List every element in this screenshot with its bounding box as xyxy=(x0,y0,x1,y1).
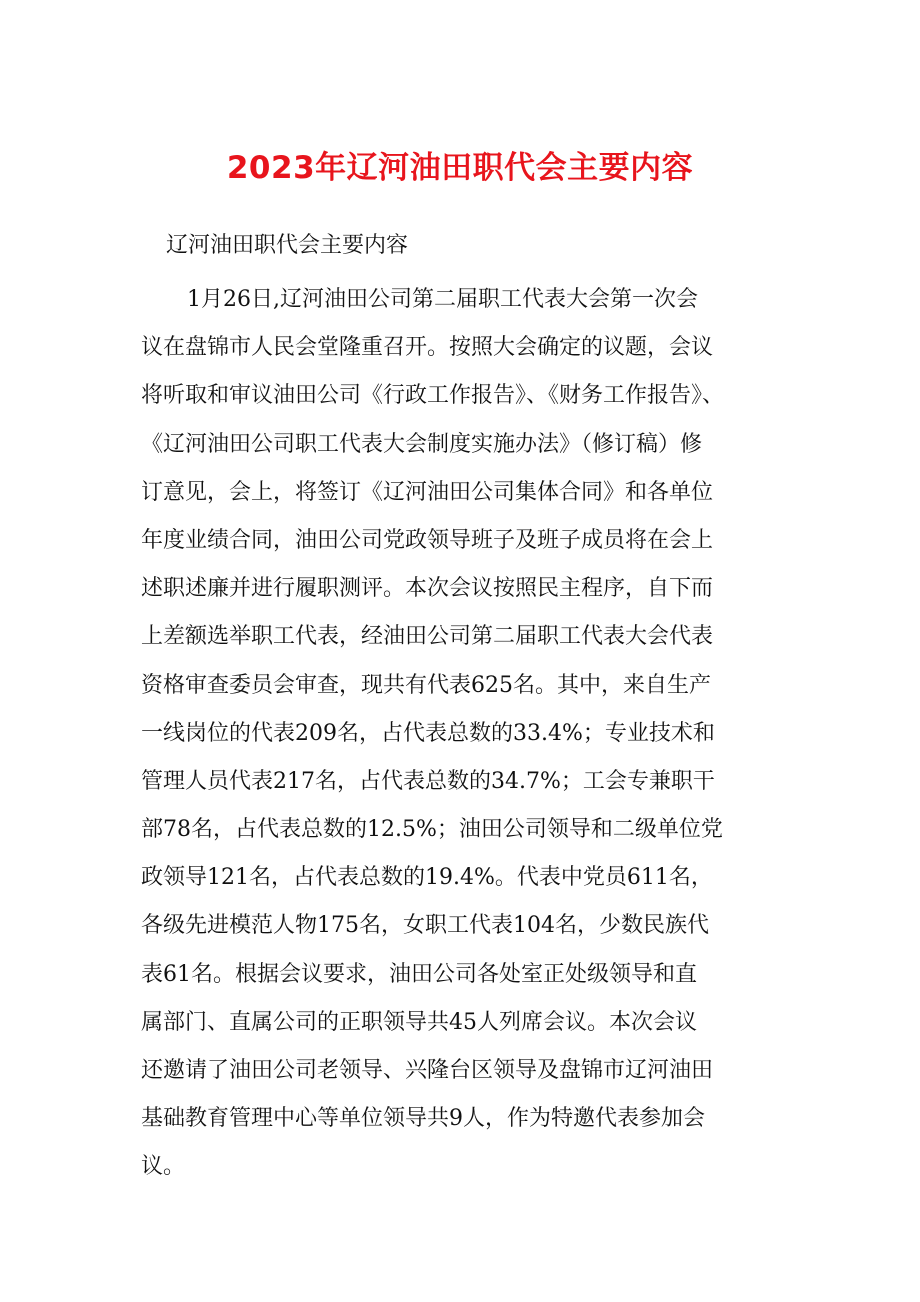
document-subtitle: 辽河油田职代会主要内容 xyxy=(166,233,409,258)
body-line: 资格审查委员会审查，现共有代表625名。其中，来自生产 xyxy=(141,672,711,698)
body-line: 议。 xyxy=(141,1154,186,1180)
body-line: 上差额选举职工代表，经油田公司第二届职工代表大会代表 xyxy=(141,624,714,650)
body-line: 《辽河油田公司职工代表大会制度实施办法》（修订稿）修 xyxy=(141,431,703,457)
document-title: 2023年辽河油田职代会主要内容 xyxy=(226,150,694,186)
body-line: 还邀请了油田公司老领导、兴隆台区领导及盘锦市辽河油田 xyxy=(141,1058,714,1083)
body-line: 议在盘锦市人民会堂隆重召开。按照大会确定的议题，会议 xyxy=(141,335,714,361)
body-line: 订意见，会上，将签订《辽河油田公司集体合同》和各单位 xyxy=(141,479,714,505)
body-line: 1月26日,辽河油田公司第二届职工代表大会第一次会 xyxy=(187,287,698,312)
body-line: 属部门、直属公司的正职领导共45人列席会议。本次会议 xyxy=(141,1009,697,1035)
body-line: 一线岗位的代表209名，占代表总数的33.4%；专业技术和 xyxy=(141,720,715,746)
body-line: 政领导121名，占代表总数的19.4%。代表中党员611名， xyxy=(141,865,713,891)
body-line: 各级先进模范人物175名，女职工代表104名，少数民族代 xyxy=(141,913,709,939)
body-line: 部78名，占代表总数的12.5%；油田公司领导和二级单位党 xyxy=(141,817,723,843)
body-line: 基础教育管理中心等单位领导共9人，作为特邀代表参加会 xyxy=(141,1106,705,1132)
document-body xyxy=(141,280,786,1196)
body-line: 表61名。根据会议要求，油田公司各处室正处级领导和直 xyxy=(141,961,697,987)
body-line: 述职述廉并进行履职测评。本次会议按照民主程序，自下而 xyxy=(141,576,714,602)
body-line: 年度业绩合同，油田公司党政领导班子及班子成员将在会上 xyxy=(141,527,714,553)
body-line: 管理人员代表217名，占代表总数的34.7%；工会专兼职干 xyxy=(141,768,715,794)
body-line: 将听取和审议油田公司《行政工作报告》、《财务工作报告》、 xyxy=(141,383,725,409)
